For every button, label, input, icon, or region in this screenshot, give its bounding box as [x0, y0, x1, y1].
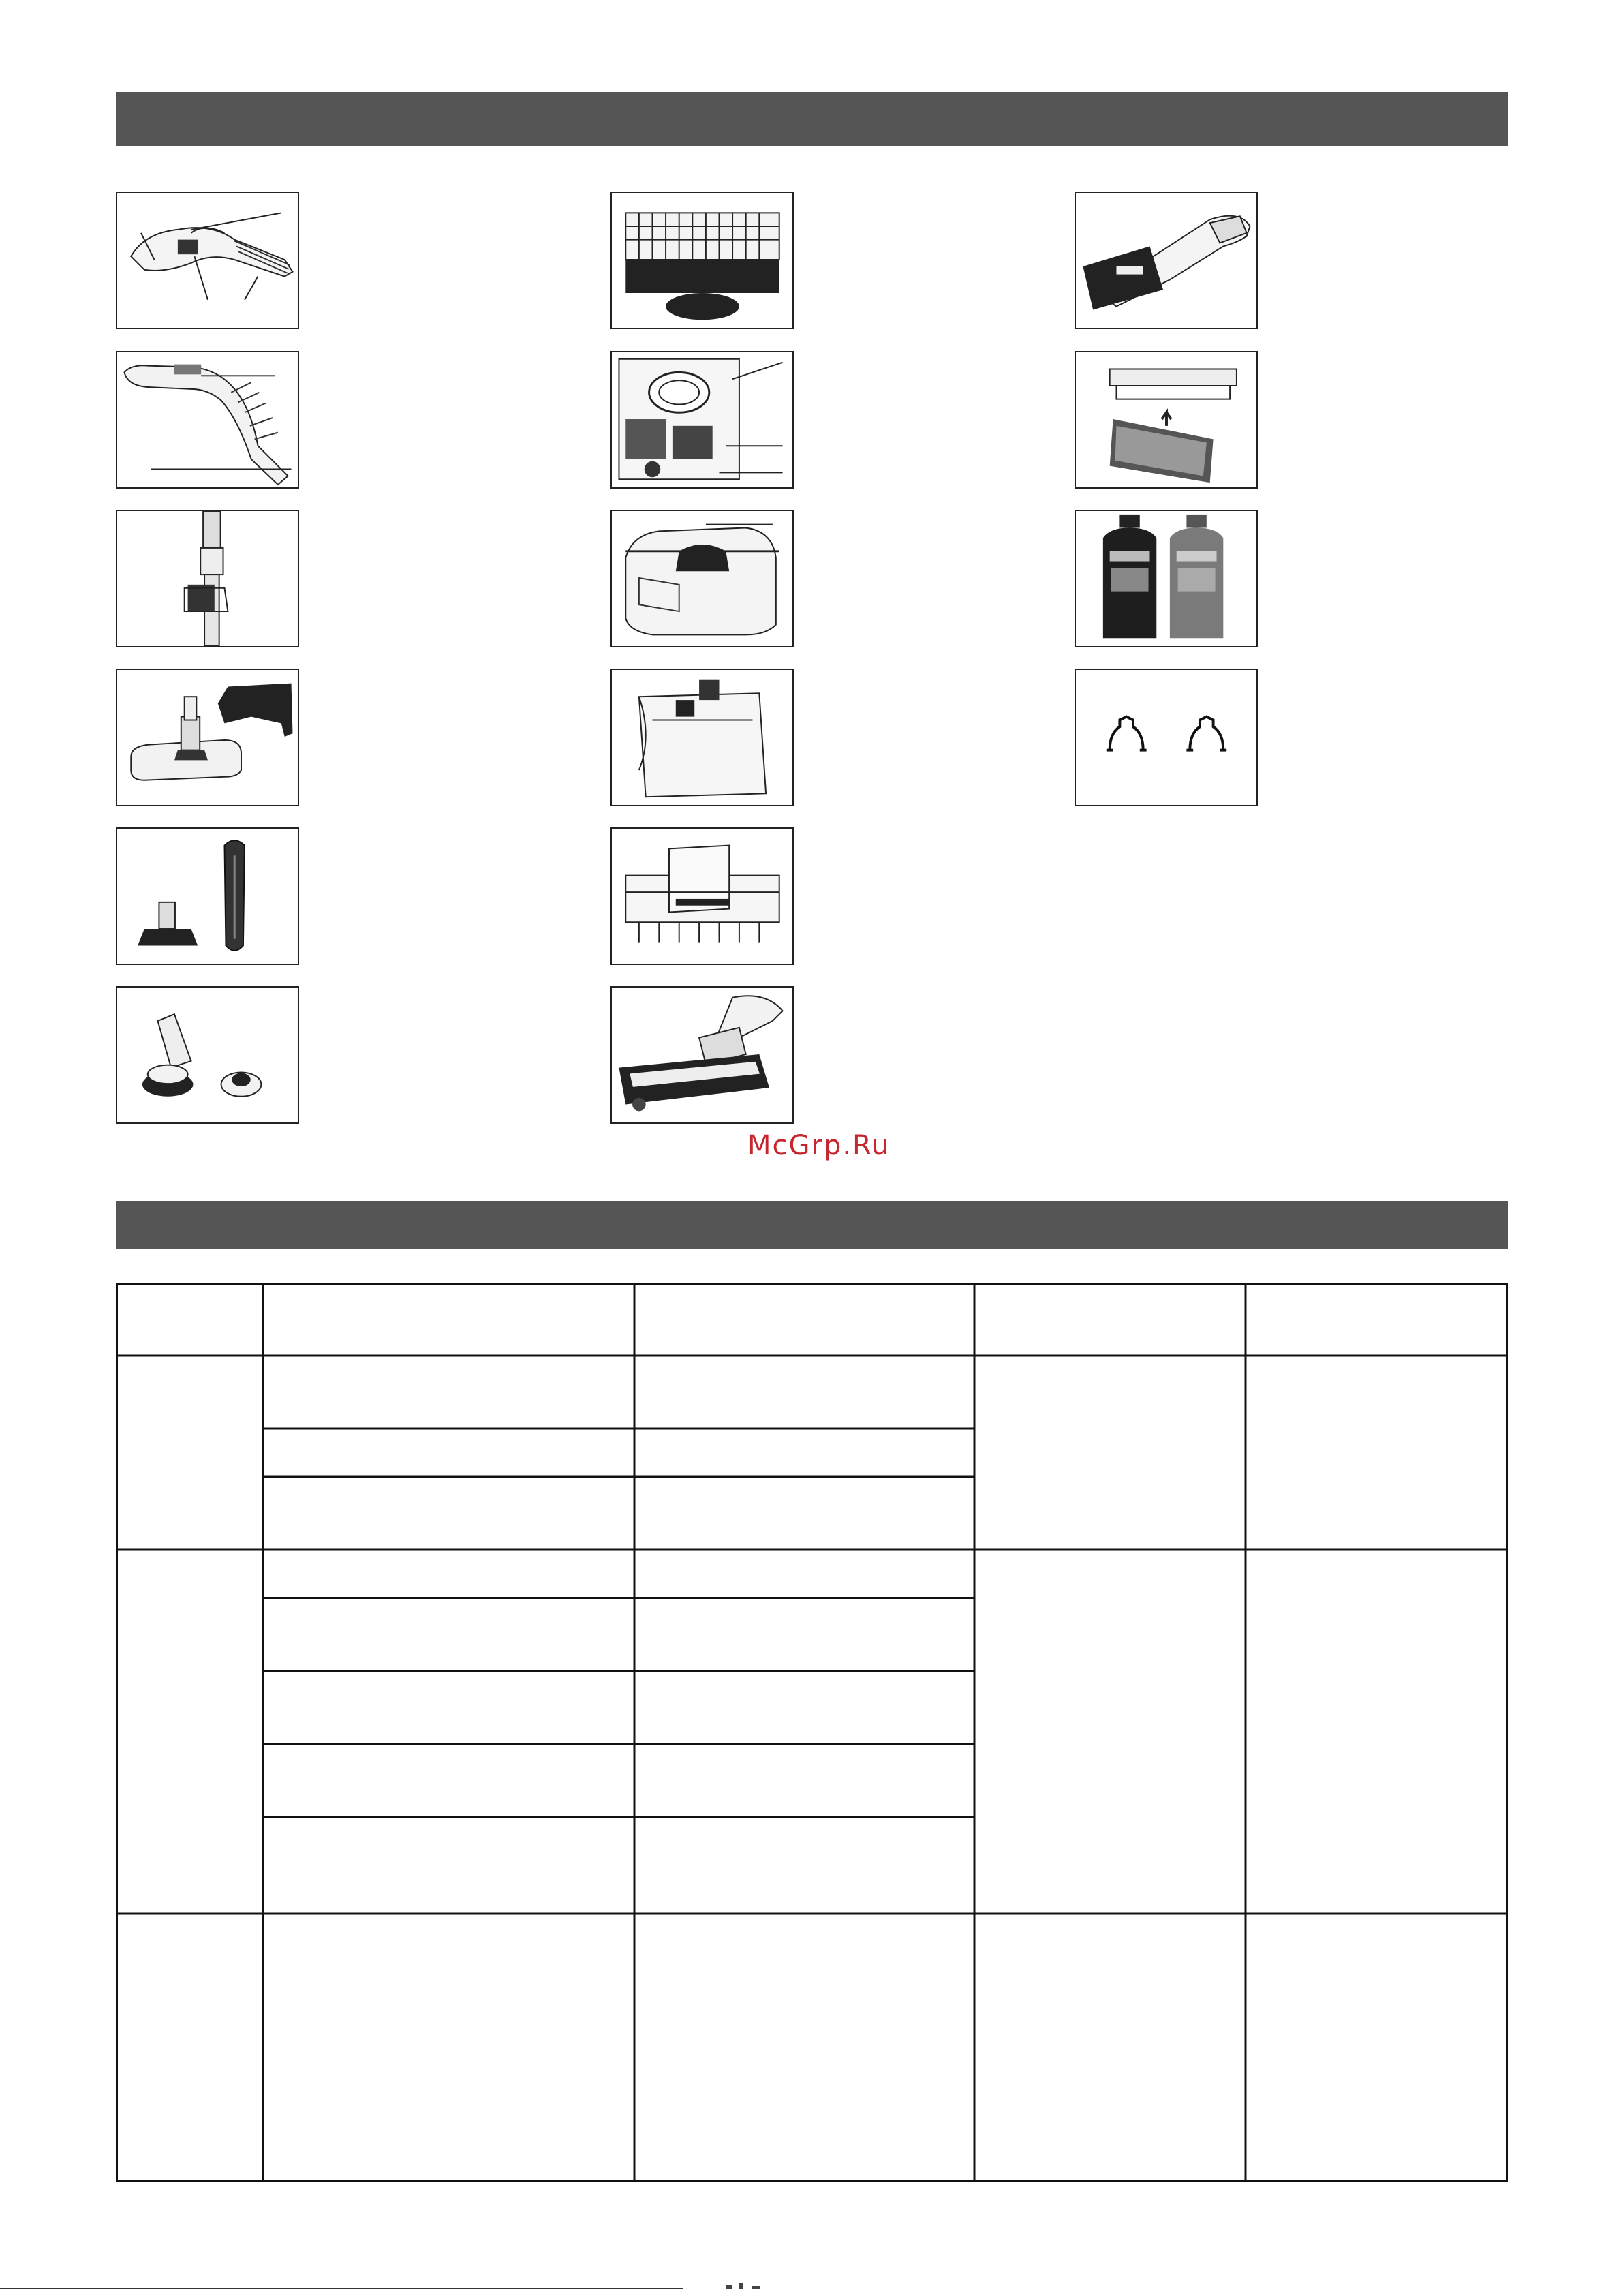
- water-box-icon: [612, 511, 792, 646]
- filter-cartridge-icon: [612, 193, 792, 328]
- detergent-bottles-icon: [1076, 511, 1256, 646]
- hose-handle-icon: [117, 193, 298, 328]
- nozzle-insert-icon: [1076, 352, 1256, 487]
- crevice-tools-icon: [117, 829, 298, 964]
- accessory-clips: [1075, 669, 1258, 806]
- accessory-carpet-nozzle: [610, 986, 794, 1124]
- dust-brush-icon: [117, 988, 298, 1122]
- accessory-telescopic-tube: [116, 510, 299, 647]
- accessory-hose: [116, 351, 299, 489]
- section-header-bar: [116, 1201, 1508, 1249]
- hose-icon: [117, 352, 298, 487]
- water-tank-icon: [612, 670, 792, 805]
- footer-page-mark: [726, 2283, 767, 2289]
- telescopic-tube-icon: [117, 511, 298, 646]
- troubleshooting-table: [116, 1283, 1508, 2182]
- accessory-hose-handle: [116, 192, 299, 329]
- accessory-upholstery-spray-nozzle: [1075, 192, 1258, 329]
- carpet-nozzle-icon: [612, 988, 792, 1122]
- table-grid: [116, 1283, 1508, 2182]
- watermark: McGrp.Ru: [747, 1130, 891, 1161]
- accessory-filter-housing: [610, 351, 794, 489]
- accessory-water-tank: [610, 669, 794, 806]
- section-header-bar: [116, 92, 1508, 146]
- accessory-dust-brush: [116, 986, 299, 1124]
- filter-housing-icon: [612, 352, 792, 487]
- accessory-tank-insert: [610, 827, 794, 965]
- clips-icon: [1076, 670, 1256, 805]
- tank-insert-icon: [612, 829, 792, 964]
- upholstery-spray-nozzle-icon: [1076, 193, 1256, 328]
- accessory-filter-cartridge: [610, 192, 794, 329]
- footer-rule: [0, 2288, 683, 2289]
- accessory-nozzle-insert: [1075, 351, 1258, 489]
- accessory-crevice-tools: [116, 827, 299, 965]
- accessory-floor-nozzle: [116, 669, 299, 806]
- floor-nozzle-icon: [117, 670, 298, 805]
- accessory-water-box: [610, 510, 794, 647]
- accessory-detergent-bottles: [1075, 510, 1258, 647]
